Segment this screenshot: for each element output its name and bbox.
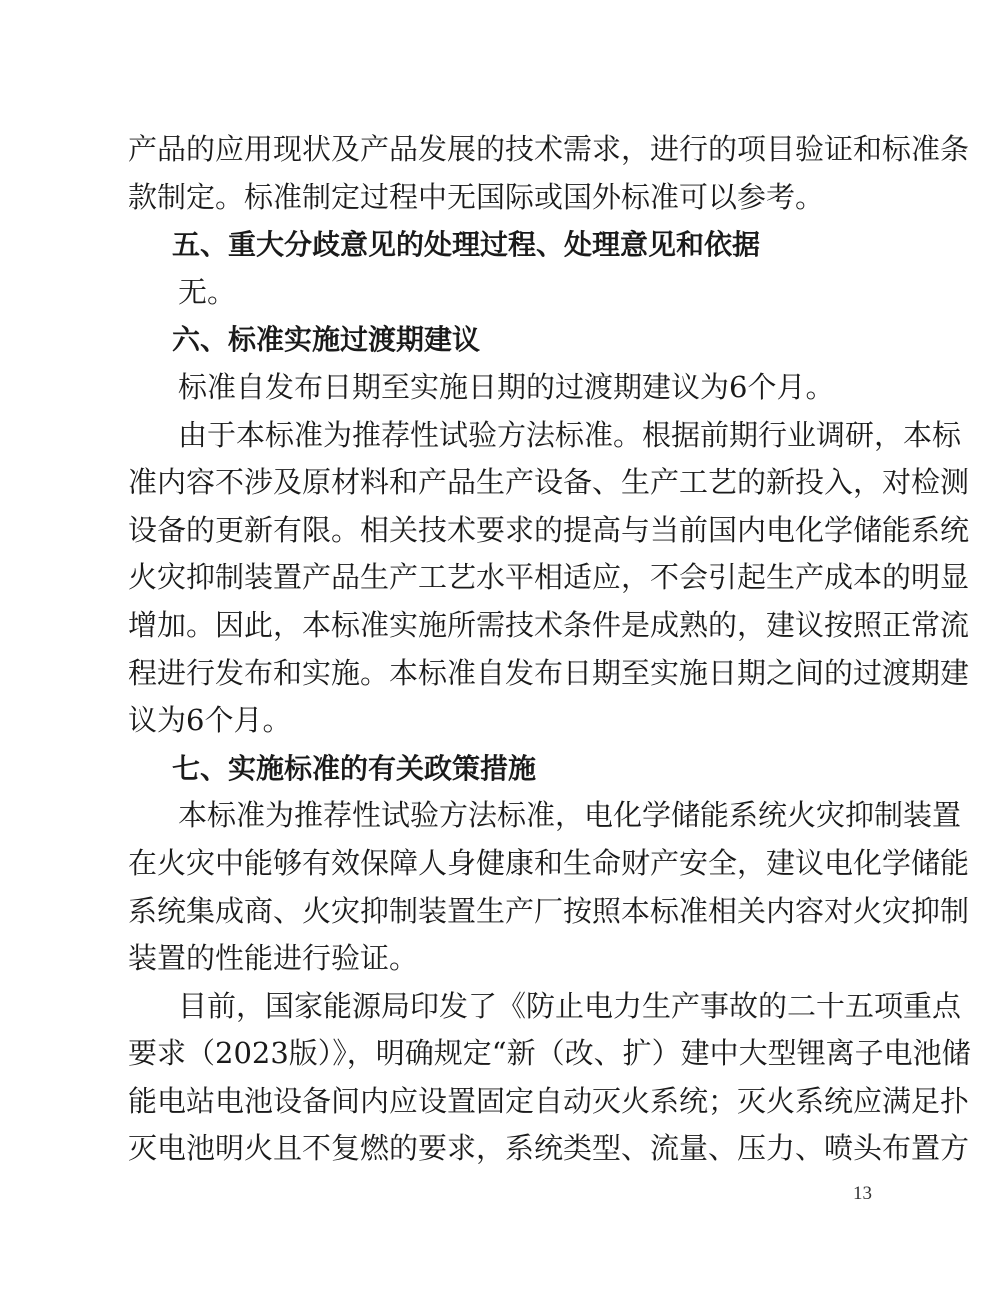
section-5 [128,221,876,316]
section-body: 无。 [178,274,237,309]
section-6 [128,316,970,744]
text-line: 设备的更新有限。相关技术要求的提高与当前国内电化学储能系统 [128,512,970,547]
section-heading: 五、重大分歧意见的处理过程、处理意见和依据 [172,228,761,262]
text-line: 准内容不涉及原材料和产品生产设备、生产工艺的新投入，对检测 [128,465,970,500]
section-heading: 六、标准实施过渡期建议 [172,323,481,357]
page-number: 13 [853,1183,872,1204]
text-line: 增加。因此，本标准实施所需技术条件是成熟的，建议按照正常流 [128,607,970,642]
text-line: 议为6个月。 [128,703,292,738]
text-line: 程进行发布和实施。本标准自发布日期至实施日期之间的过渡期建 [128,655,970,690]
paragraph: 标准自发布日期至实施日期的过渡期建议为6个月。 [178,369,835,404]
text-line: 目前，国家能源局印发了《防止电力生产事故的二十五项重点 [178,988,962,1023]
paragraph-intro [128,126,970,221]
text-line: 要求（2023版）》，明确规定“新（改、扩）建中大型锂离子电池储 [128,1036,971,1071]
text-line: 灭电池明火且不复燃的要求，系统类型、流量、压力、喷头布置方 [128,1131,970,1166]
section-heading: 七、实施标准的有关政策措施 [172,751,537,785]
document-page [128,126,971,1173]
section-7 [128,745,971,1173]
text-line: 在火灾中能够有效保障人身健康和生命财产安全，建议电化学储能 [128,845,970,880]
text-line: 火灾抑制装置产品生产工艺水平相适应，不会引起生产成本的明显 [128,560,970,595]
text-line: 系统集成商、火灾抑制装置生产厂按照本标准相关内容对火灾抑制 [128,893,970,928]
text-line: 由于本标准为推荐性试验方法标准。根据前期行业调研，本标 [178,417,962,452]
text-line: 本标准为推荐性试验方法标准，电化学储能系统火灾抑制装置 [178,798,962,833]
text-line: 款制定。标准制定过程中无国际或国外标准可以参考。 [128,179,825,214]
text-line: 装置的性能进行验证。 [128,941,419,976]
text-line: 产品的应用现状及产品发展的技术需求，进行的项目验证和标准条 [128,132,970,166]
text-line: 能电站电池设备间内应设置固定自动灭火系统；灭火系统应满足扑 [128,1083,970,1118]
